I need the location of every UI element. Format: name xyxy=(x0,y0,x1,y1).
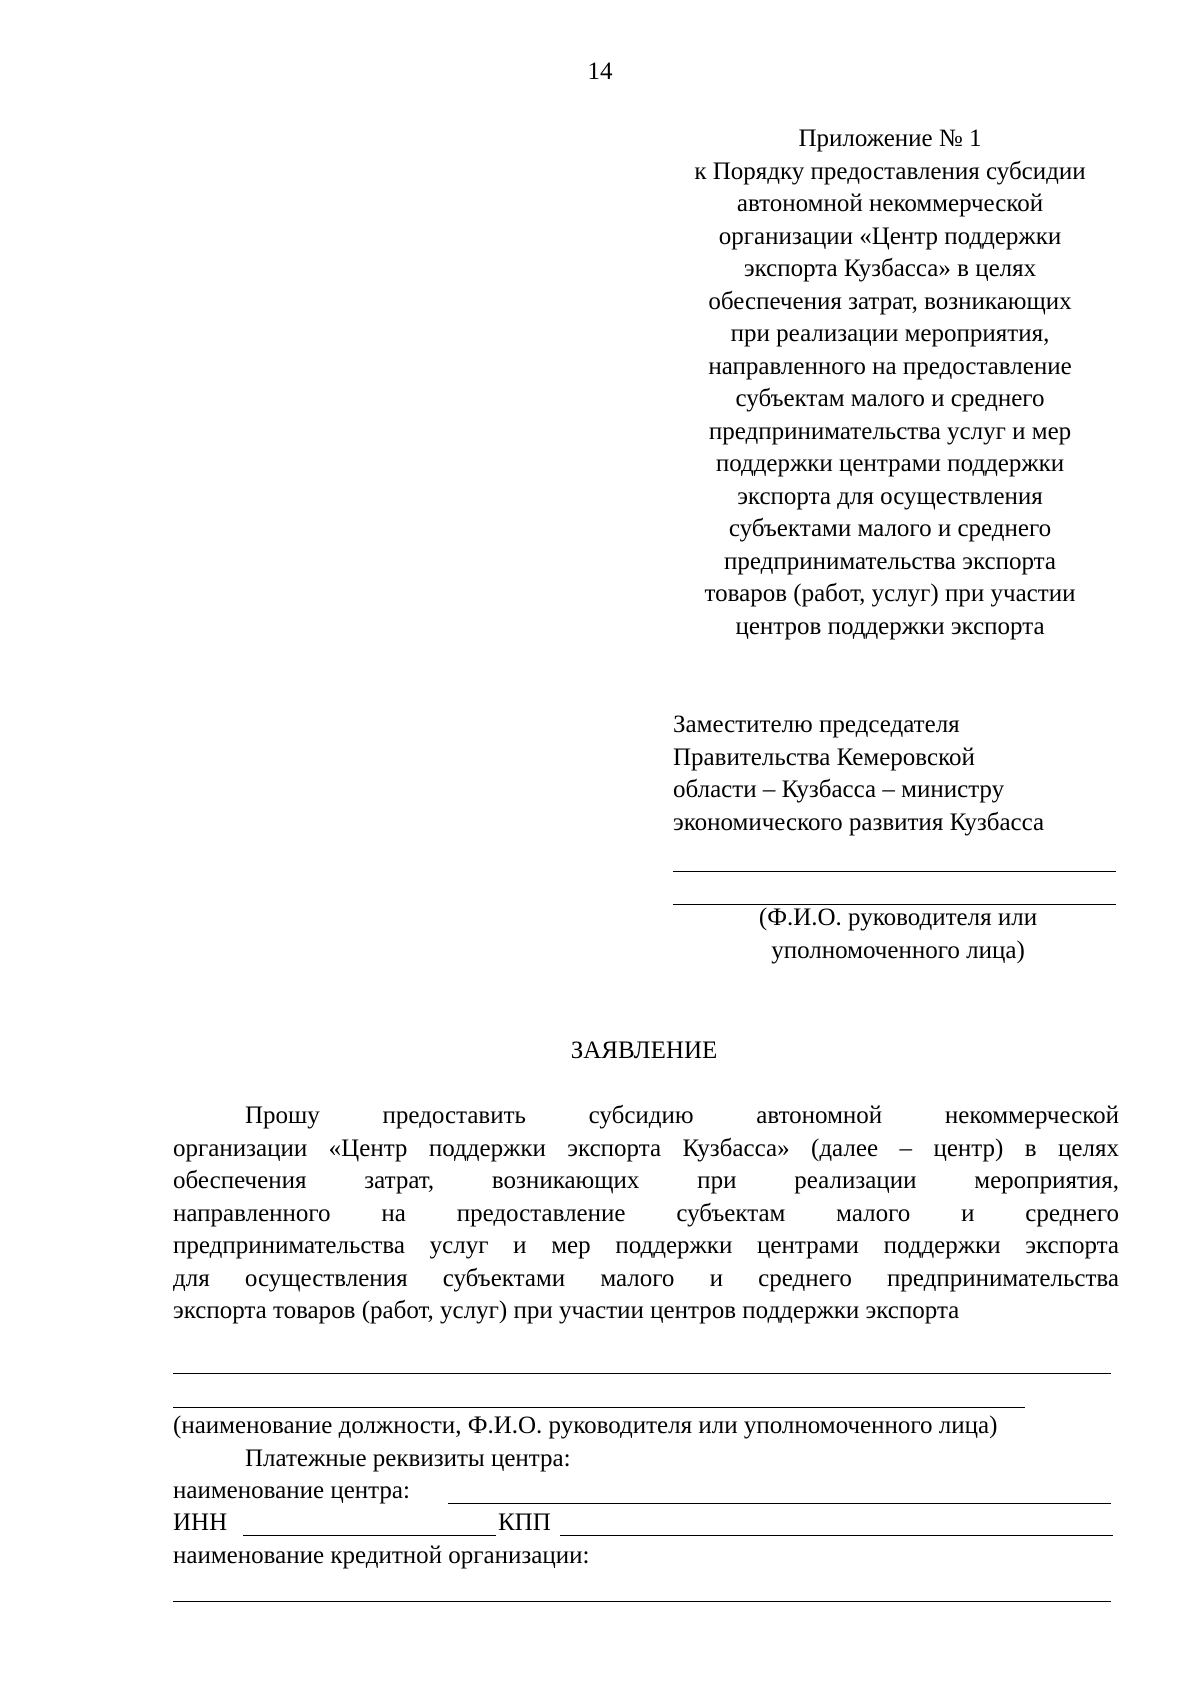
payment-heading: Платежные реквизиты центра: xyxy=(245,1445,571,1472)
signer-blank-line-1[interactable] xyxy=(673,871,1116,872)
appendix-line: экспорта Кузбасса» в целях xyxy=(743,255,1037,282)
addressee-line: экономического развития Кузбасса xyxy=(673,808,1045,836)
appendix-line: автономной некоммерческой xyxy=(736,190,1044,217)
appendix-line: организации «Центр поддержки xyxy=(718,222,1062,250)
body-line: направленного на предоставление субъектам малого и среднего xyxy=(173,1199,1119,1227)
addressee-line: Правительства Кемеровской xyxy=(673,743,975,771)
appendix-line: направленного на предоставление xyxy=(708,352,1072,380)
appendix-line: поддержки центрами поддержки xyxy=(715,450,1065,477)
appendix-header xyxy=(655,123,1125,643)
inn-blank-line[interactable] xyxy=(243,1535,496,1536)
body-line: организации «Центр поддержки экспорта Кузбасса» (далее – центр) в целях xyxy=(173,1134,1119,1162)
addressee-block xyxy=(673,709,1133,839)
page-number: 14 xyxy=(587,58,613,85)
appendix-line: к Порядку предоставления субсидии xyxy=(694,157,1086,185)
appendix-line: обеспечения затрат, возникающих xyxy=(708,287,1072,315)
body-line: предпринимательства услуг и мер поддержки центрами поддержки экспорта xyxy=(173,1232,1119,1259)
appendix-line: товаров (работ, услуг) при участии xyxy=(704,580,1076,607)
appendix-line: предпринимательства экспорта xyxy=(724,547,1056,575)
center-name-blank-line[interactable] xyxy=(448,1503,1111,1504)
appendix-line: субъектами малого и среднего xyxy=(728,515,1052,542)
caption-line: уполномоченного лица) xyxy=(771,936,1025,964)
signer-caption xyxy=(673,902,1123,967)
position-caption: (наименование должности, Ф.И.О. руководителя или уполномоченного лица) xyxy=(173,1412,998,1439)
kpp-blank-line[interactable] xyxy=(560,1535,1113,1536)
appendix-line: предпринимательства услуг и мер xyxy=(708,417,1072,445)
body-line: обеспечения затрат, возникающих при реализации мероприятия, xyxy=(173,1167,1119,1194)
appendix-line: субъектам малого и среднего xyxy=(735,385,1045,412)
position-blank-line-2[interactable] xyxy=(173,1407,1025,1408)
position-blank-line-1[interactable] xyxy=(173,1373,1111,1374)
bank-label: наименование кредитной организации: xyxy=(173,1542,590,1569)
bank-blank-line[interactable] xyxy=(173,1601,1111,1602)
appendix-line: при реализации мероприятия, xyxy=(730,320,1050,347)
inn-label: ИНН xyxy=(173,1509,228,1536)
document-title: ЗАЯВЛЕНИЕ xyxy=(570,1037,718,1064)
body-line: Прошу предоставить субсидию автономной некоммерческой xyxy=(245,1102,1119,1129)
addressee-line: области – Кузбасса – министру xyxy=(673,776,1005,803)
appendix-line: Приложение № 1 xyxy=(798,125,982,152)
appendix-line: центров поддержки экспорта xyxy=(735,612,1045,640)
addressee-line: Заместителю председателя xyxy=(673,711,960,738)
body-line: для осуществления субъектами малого и среднего предпринимательства xyxy=(173,1264,1119,1292)
kpp-label: КПП xyxy=(498,1509,551,1536)
appendix-line: экспорта для осуществления xyxy=(737,482,1043,510)
center-name-label: наименование центра: xyxy=(173,1477,410,1504)
body-line: экспорта товаров (работ, услуг) при участии центров поддержки экспорта xyxy=(173,1297,960,1324)
application-paragraph xyxy=(173,1100,1119,1328)
caption-line: (Ф.И.О. руководителя или xyxy=(758,904,1038,931)
